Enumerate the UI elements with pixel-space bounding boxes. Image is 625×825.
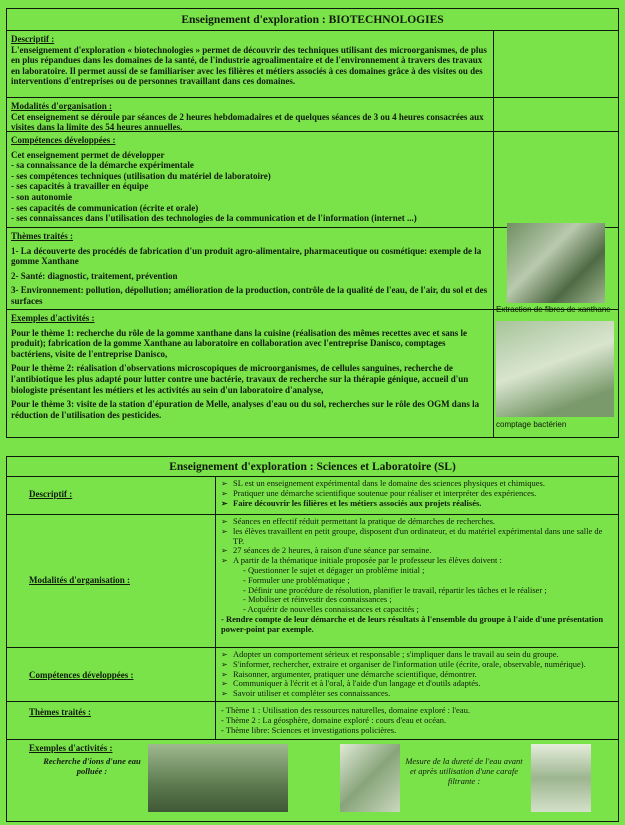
- bio-descriptif-row: [7, 30, 618, 97]
- bio-descriptif-text: L'enseignement d'exploration « biotechnologies » permet de découvrir des techniques utilisant des microorganismes, de plus en plus répandues dans les domaines de la santé, de l'industrie agroalimentaire et de l'environnement à travers des travaux en laboratoire. Il permet aussi de se familiariser avec les filières et métiers associés à ces domaines grâce à des visites ou des interventions d'entreprises ou de personnes travaillant dans ces domaines.: [11, 44, 487, 87]
- sl-competence-item: ➢ Raisonner, argumenter, pratiquer une démarche scientifique, démontrer.: [221, 670, 613, 680]
- sl-competences-label: Compétences développées :: [29, 670, 134, 680]
- bio-theme-item: 1- La découverte des procédés de fabrication d'un produit agro-alimentaire, pharmaceutique ou cosmétique: exemple de la gomme Xanthane: [11, 245, 482, 267]
- sl-modalite-subitem: - Définir une procédure de résolution, planifier le travail, répartir les tâches et le réaliser ;: [243, 584, 547, 595]
- sl-modalites-label: Modalités d'organisation :: [29, 575, 131, 585]
- bio-exemples-label: Exemples d'activités :: [11, 313, 95, 323]
- bio-competence-item: - ses capacités à travailler en équipe: [11, 181, 149, 192]
- bio-competences-label: Compétences développées :: [11, 135, 116, 145]
- bio-modalites-row: [7, 97, 618, 131]
- sl-modalite-end: - Rendre compte de leur démarche et de leurs résultats à l'ensemble du groupe à l'aide d'une présentation power-point par exemple.: [221, 613, 604, 634]
- sl-exemples-row: [7, 739, 618, 821]
- sl-descriptif-item: ➢ Pratiquer une démarche scientifique soutenue pour réaliser et interpréter des expériences.: [221, 489, 613, 499]
- bio-competences-row: [7, 131, 618, 227]
- biotechnologies-section: [6, 8, 619, 438]
- sl-competence-item: ➢ Adopter un comportement sérieux et responsable ; s'impliquer dans le travail au sein du groupe.: [221, 650, 613, 660]
- sl-exemples-label: Exemples d'activités :: [29, 743, 113, 753]
- photo-caption-xanthane: Extraction de fibres de xanthane: [496, 305, 611, 314]
- filter-carafe-photo: [340, 744, 400, 812]
- bio-competence-item: - sa connaissance de la démarche expérimentale: [11, 160, 194, 171]
- sl-exemple-1: Recherche d'ions d'une eau polluée :: [43, 756, 141, 776]
- sciences-laboratoire-section: [6, 456, 619, 822]
- sl-descriptif-item: ➢ Faire découvrir les filières et les métiers associés aux projets réalisés.: [221, 499, 613, 509]
- sl-descriptif-item: ➢ SL est un enseignement expérimental dans le domaine des sciences physiques et chimiques.: [221, 479, 613, 489]
- sl-descriptif-row: [7, 476, 618, 514]
- bio-competence-item: - son autonomie: [11, 191, 73, 202]
- bio-theme-item: 3- Environnement: pollution, dépollution; amélioration de la production, contrôle de la qualité de l'eau, de l'air, du sol et des surfaces: [11, 285, 488, 306]
- sl-modalite-item: ➢ A partir de la thématique initiale proposée par le professeur les élèves doivent :: [221, 556, 613, 566]
- sl-exemple-2: Mesure de la dureté de l'eau avant et après utilisation d'une carafe filtrante :: [405, 756, 523, 786]
- sl-theme-item: - Thème 2 : La géosphère, domaine exploré : cours d'eau et océan.: [221, 715, 447, 725]
- bio-exemple-item: Pour le thème 3: visite de la station d'épuration de Melle, analyses d'eau ou du sol, recherches sur le rôle des OGM dans la réduction de l'utilisation des pesticides.: [11, 399, 480, 420]
- bio-title: Enseignement d'exploration : BIOTECHNOLOGIES: [181, 14, 444, 26]
- sl-competences-row: [7, 647, 618, 701]
- bio-exemple-item: Pour le thème 2: réalisation d'observations microscopiques de microorganismes, de cellules sanguines, recherche de l'antibiotique les plus adapté pour lutter contre une bactérie, travaux de recherche sur la thérapie génique, accueil d'un biologiste présentant les métiers et les activités au sein d'un laboratoire d'analyse,: [11, 363, 469, 395]
- xanthane-extraction-photo: [507, 223, 605, 303]
- bio-competence-item: - ses capacités de communication (écrite et orale): [11, 202, 199, 213]
- sl-title: Enseignement d'exploration : Sciences et Laboratoire (SL): [169, 461, 456, 473]
- sl-modalite-subitem: - Questionner le sujet et dégager un problème initial ;: [243, 564, 425, 575]
- sl-themes-label: Thèmes traités :: [29, 707, 91, 717]
- polluted-water-tubes-photo: [148, 744, 288, 812]
- bio-descriptif-label: Descriptif :: [11, 34, 55, 44]
- sl-competence-item: ➢ S'informer, rechercher, extraire et organiser de l'information utile (écrite, orale, observable, numérique).: [221, 660, 613, 670]
- sl-themes-row: [7, 701, 618, 739]
- bacterial-count-photo: [496, 321, 614, 417]
- sl-competence-item: ➢ Savoir utiliser et compléter ses connaissances.: [221, 689, 613, 699]
- bio-modalites-label: Modalités d'organisation :: [11, 101, 113, 111]
- sl-modalite-subitem: - Acquérir de nouvelles connaissances et capacités ;: [243, 604, 419, 615]
- sl-competence-item: ➢ Communiquer à l'écrit et à l'oral, à l'aide d'un langage et d'outils adaptés.: [221, 679, 613, 689]
- bio-modalites-text: Cet enseignement se déroule par séances de 2 heures hebdomadaires et de quelques séances de 3 ou 4 heures consacrées aux visites dans la limite des 54 heures annuelles.: [11, 111, 484, 133]
- sl-modalite-item: ➢ les élèves travaillent en petit groupe, disposent d'un ordinateur, et du matériel expérimental dans une salle de TP.: [221, 527, 613, 547]
- sl-modalite-item: ➢ Séances en effectif réduit permettant la pratique de démarches de recherches.: [221, 517, 613, 527]
- bio-competence-item: - ses connaissances dans l'utilisation des technologies de la communication et de l'information (internet ...): [11, 213, 417, 224]
- photo-caption-comptage: comptage bactérien: [496, 420, 567, 429]
- sl-modalites-row: [7, 514, 618, 647]
- sl-modalite-item: ➢ 27 séances de 2 heures, à raison d'une séance par semaine.: [221, 546, 613, 556]
- bio-theme-item: 2- Santé: diagnostic, traitement, prévention: [11, 270, 178, 281]
- sl-modalite-subitem: - Mobiliser et réinvestir des connaissances ;: [243, 594, 392, 605]
- sl-theme-item: - Thème 1 : Utilisation des ressources naturelles, domaine exploré : l'eau.: [221, 705, 470, 715]
- sl-descriptif-label: Descriptif :: [29, 489, 73, 499]
- bio-themes-label: Thèmes traités :: [11, 231, 73, 241]
- bio-exemple-item: Pour le thème 1: recherche du rôle de la gomme xanthane dans la cuisine (réalisation des mêmes recettes avec et sans le produit); fabrication de la gomme Xanthane au laboratoire en collaboration avec l'entreprise Danisco, comptages bactériens, visite de l'entreprise Danisco,: [11, 327, 468, 359]
- water-hardness-apparatus-photo: [531, 744, 591, 812]
- bio-competence-item: - ses compétences techniques (utilisation du matériel de laboratoire): [11, 170, 271, 181]
- bio-competences-intro: Cet enseignement permet de développer: [11, 149, 165, 160]
- sl-theme-item: - Thème libre: Sciences et investigations policières.: [221, 725, 397, 735]
- sl-modalite-subitem: - Formuler une problématique ;: [243, 574, 350, 585]
